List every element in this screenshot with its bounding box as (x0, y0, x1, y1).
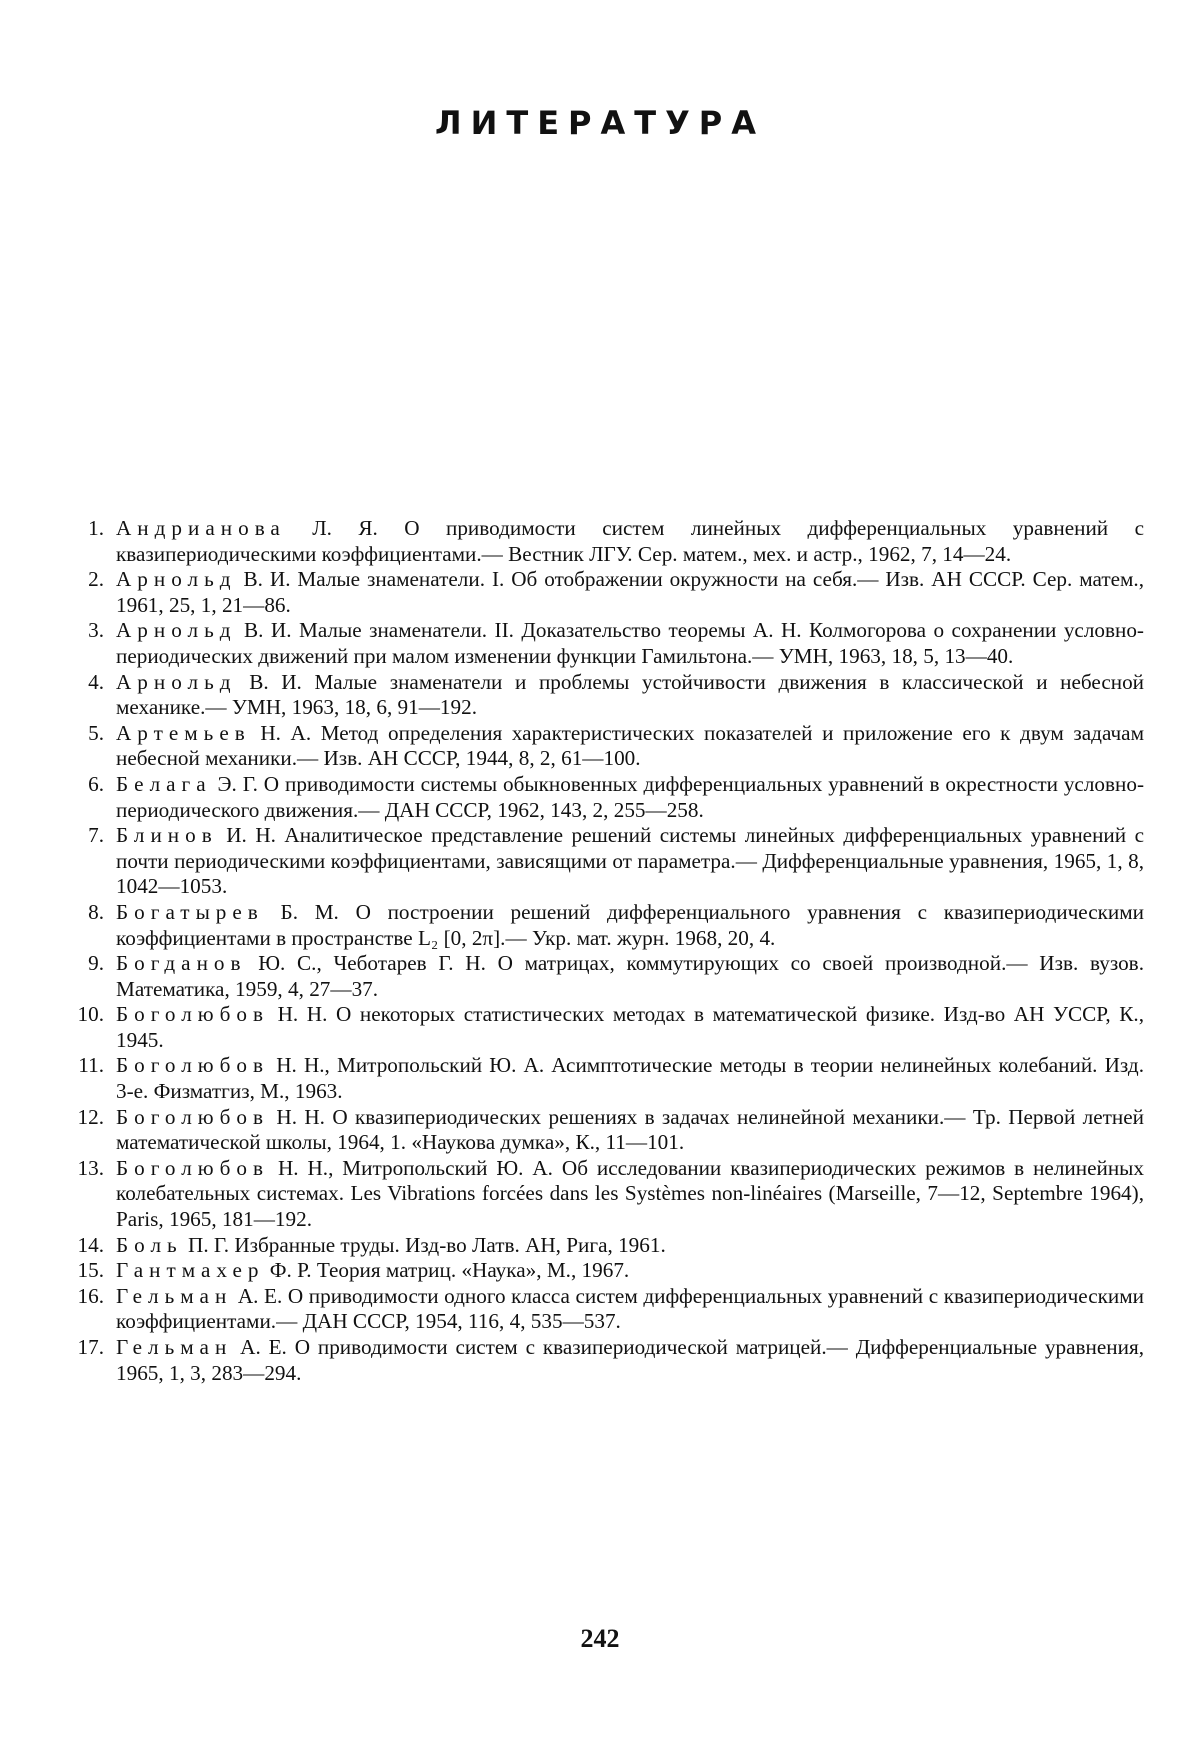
reference-item (64, 721, 1144, 772)
reference-text: В. И. Малые знаменатели и проблемы устойчивости движения в классической и небесной механике.— УМН, 1963, 18, 6, 91—192. (116, 669, 1144, 720)
reference-item (64, 1284, 1144, 1335)
page-heading: ЛИТЕРАТУРА (435, 104, 765, 142)
reference-author: Боголюбов (116, 1155, 270, 1180)
reference-author: Артемьев (116, 720, 251, 745)
reference-number: 5. (88, 720, 104, 745)
reference-text: Н. Н. О некоторых статистических методах в математической физике. Изд-во АН УССР, К., 1945. (116, 1002, 1144, 1052)
reference-text: Ю. С., Чеботарев Г. Н. О матрицах, коммутирующих со своей производной.— Изв. вузов. Математика, 1959, 4, 27—37. (116, 951, 1144, 1001)
reference-text: И. Н. Аналитическое представление решений системы линейных дифференциальных уравнений с почти периодическими коэффициентами, зависящими от параметра.— Дифференциальные уравнения, 1965, 1, 8, 1042—1053. (116, 823, 1144, 899)
reference-item (64, 1258, 1144, 1284)
reference-author: Боголюбов (116, 1104, 270, 1129)
reference-text: В. И. Малые знаменатели. I. Об отображении окружности на себя.— Изв. АН СССР. Сер. матем., 1961, 25, 1, 21—86. (116, 567, 1144, 617)
reference-number: 12. (77, 1104, 104, 1129)
reference-text: Э. Г. О приводимости системы обыкновенных дифференциальных уравнений в окрестности условно-периодического движения.— ДАН СССР, 1962, 143, 2, 255—258. (116, 771, 1144, 822)
reference-number: 14. (77, 1232, 104, 1257)
reference-item (64, 1105, 1144, 1156)
reference-text: В. И. Малые знаменатели. II. Доказательство теоремы А. Н. Колмогорова о сохранении условно-периодических движений при малом изменении функции Гамильтона.— УМН, 1963, 18, 5, 13—40. (116, 618, 1144, 668)
reference-author: Арнольд (116, 567, 237, 592)
reference-number: 1. (88, 516, 104, 540)
reference-number: 10. (77, 1002, 104, 1027)
reference-item (64, 567, 1144, 618)
reference-item (64, 1053, 1144, 1104)
reference-number: 8. (88, 899, 104, 924)
reference-item (64, 516, 1144, 567)
reference-number: 2. (88, 567, 104, 592)
reference-author: Блинов (116, 823, 218, 848)
reference-text: Н. Н., Митропольский Ю. А. Об исследовании квазипериодических режимов в нелинейных колебательных системах. Les Vibrations forcées dans les Systèmes non-linéaires (Marseille, 7—12, Septembre 1964), Paris, 1965, 181—192. (116, 1155, 1144, 1232)
reference-number: 9. (88, 951, 104, 976)
reference-number: 3. (88, 618, 104, 643)
reference-item (64, 1156, 1144, 1233)
reference-author: Гельман (116, 1335, 233, 1359)
reference-item (64, 951, 1144, 1002)
reference-text: Б. М. О построении решений дифференциального уравнения с квазипериодическими коэффициентами в пространстве L₂ [0, 2π].— Укр. мат. журн. 1968, 20, 4. (116, 899, 1144, 950)
reference-text: П. Г. Избранные труды. Изд-во Латв. АН, Рига, 1961. (182, 1232, 666, 1257)
reference-author: Белага (116, 771, 212, 796)
page-number: 242 (580, 1624, 620, 1653)
reference-item (64, 1002, 1144, 1053)
reference-author: Боль (116, 1232, 183, 1257)
reference-item (64, 670, 1144, 721)
reference-item (64, 618, 1144, 669)
reference-list (64, 516, 1144, 1386)
reference-author: Гельман (116, 1283, 233, 1308)
reference-item (64, 1233, 1144, 1259)
reference-item (64, 900, 1144, 951)
reference-number: 11. (78, 1053, 104, 1078)
reference-number: 17. (77, 1335, 104, 1359)
reference-text: Н. А. Метод определения характеристических показателей и приложение его к двум задачам небесной механики.— Изв. АН СССР, 1944, 8, 2, 61—100. (116, 720, 1144, 771)
reference-author: Богатырев (116, 899, 264, 924)
reference-number: 15. (77, 1258, 104, 1283)
reference-text: Н. Н., Митропольский Ю. А. Асимптотические методы в теории нелинейных колебаний. Изд. 3-е. Физматгиз, М., 1963. (116, 1053, 1144, 1104)
reference-author: Боголюбов (116, 1053, 270, 1078)
reference-text: А. Е. О приводимости одного класса систем дифференциальных уравнений с квазипериодическими коэффициентами.— ДАН СССР, 1954, 116, 4, 535—537. (116, 1283, 1144, 1334)
reference-text: А. Е. О приводимости систем с квазипериодической матрицей.— Дифференциальные уравнения, 1965, 1, 3, 283—294. (116, 1335, 1144, 1385)
reference-item (64, 823, 1144, 900)
reference-author: Арнольд (116, 618, 237, 643)
reference-number: 16. (77, 1283, 104, 1308)
reference-text: Л. Я. О приводимости систем линейных дифференциальных уравнений с квазипериодическими коэффициентами.— Вестник ЛГУ. Сер. матем., мех. и астр., 1962, 7, 14—24. (116, 516, 1144, 566)
reference-number: 13. (77, 1155, 104, 1180)
reference-number: 7. (88, 823, 104, 848)
reference-text: Н. Н. О квазипериодических решениях в задачах нелинейной механики.— Тр. Первой летней математической школы, 1964, 1. «Наукова думка», К., 11—101. (116, 1104, 1144, 1155)
reference-text: Ф. Р. Теория матриц. «Наука», М., 1967. (264, 1258, 630, 1283)
reference-author: Богданов (116, 951, 247, 976)
reference-number: 4. (88, 669, 104, 694)
reference-author: Арнольд (116, 669, 237, 694)
reference-author: Боголюбов (116, 1002, 270, 1027)
reference-item (64, 772, 1144, 823)
reference-number: 6. (88, 771, 104, 796)
reference-item (64, 1335, 1144, 1386)
reference-author: Гантмахер (116, 1258, 265, 1283)
reference-author: Андрианова (116, 516, 286, 540)
